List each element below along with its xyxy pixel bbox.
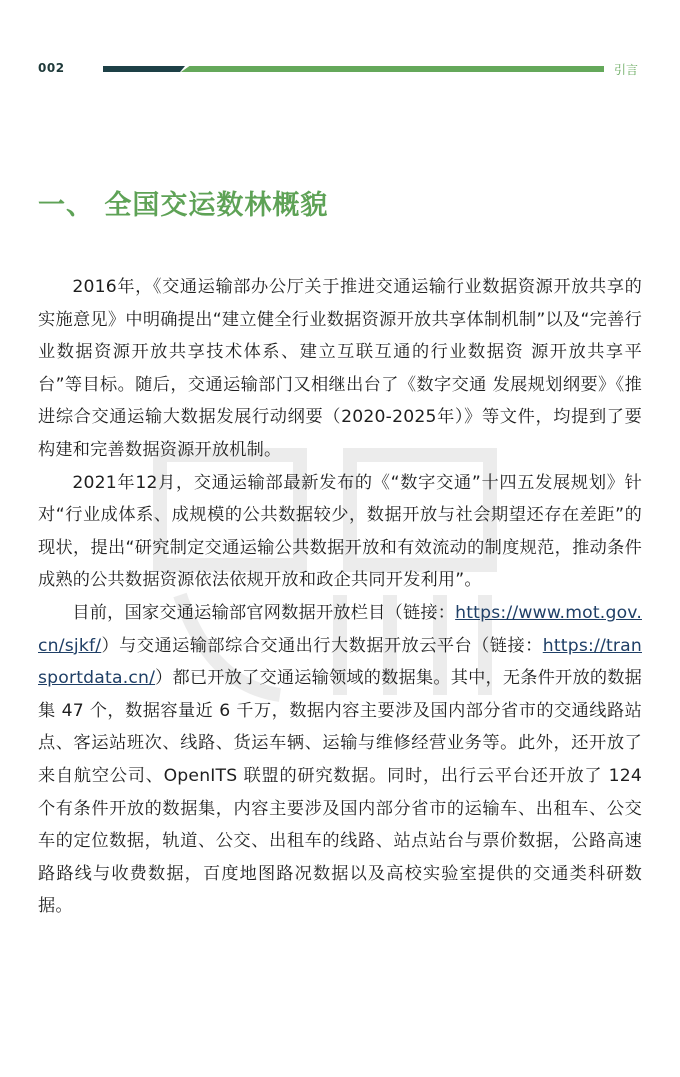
mot-data-link[interactable]: https://www.mot.gov.cn/sjkf/ bbox=[38, 602, 642, 656]
paragraph-3 bbox=[38, 597, 642, 923]
header-bar-green bbox=[181, 66, 604, 72]
paragraph-3-text-b: ）与交通运输部综合交通出行大数据开放云平台（链接： bbox=[101, 635, 543, 656]
header-bar-dark bbox=[103, 66, 185, 72]
transportdata-link[interactable]: https://transportdata.cn/ bbox=[38, 635, 642, 689]
section-title: 一、 全国交运数林概貌 bbox=[38, 190, 329, 221]
paragraph-2: 2021年12月，交通运输部最新发布的《“数字交通”十四五发展规划》针对“行业成体系、成规模的公共数据较少，数据开放与社会期望还存在差距”的现状，提出“研究制定交通运输公共数据开放和有效流动的制度规范，推动条件成熟的公共数据资源依法依规开放和政企共同开发利用”。 bbox=[38, 472, 642, 591]
article-body bbox=[38, 271, 642, 923]
paragraph-3-text-c: ）都已开放了交通运输领域的数据集。其中，无条件开放的数据集 47 个，数据容量近 6 千万，数据内容主要涉及国内部分省市的交通线路站点、客运站班次、线路、货运车辆、运输与维修经营业务等。此外，还开放了来自航空公司、OpenITS 联盟的研究数据。同时，出行云平台还开放了 124 个有条件开放的数据集，内容主要涉及国内部分省市的运输车、出租车、公交车的定位数据，轨道、公交、出租车的线路、站点站台与票价数据，公路高速路路线与收费数据，百度地图路况数据以及高校实验室提供的交通类科研数据。 bbox=[38, 668, 642, 917]
paragraph-3-text-a: 目前，国家交通运输部官网数据开放栏目（链接： bbox=[72, 602, 456, 623]
page-number: 002 bbox=[38, 61, 65, 75]
section-label: 引言 bbox=[613, 63, 638, 77]
paragraph-1: 2016年，《交通运输部办公厅关于推进交通运输行业数据资源开放共享的实施意见》中明确提出“建立健全行业数据资源开放共享体制机制”以及“完善行业数据资源开放共享技术体系、建立互联互通的行业数据资 源开放共享平台”等目标。随后，交通运输部门又相继出台了《数字交通 发展规划纲要》《推进综合交通运输大数据发展行动纲要（2020-2025年）》等文件，均提到了要构建和完善数据资源开放机制。 bbox=[38, 277, 642, 460]
